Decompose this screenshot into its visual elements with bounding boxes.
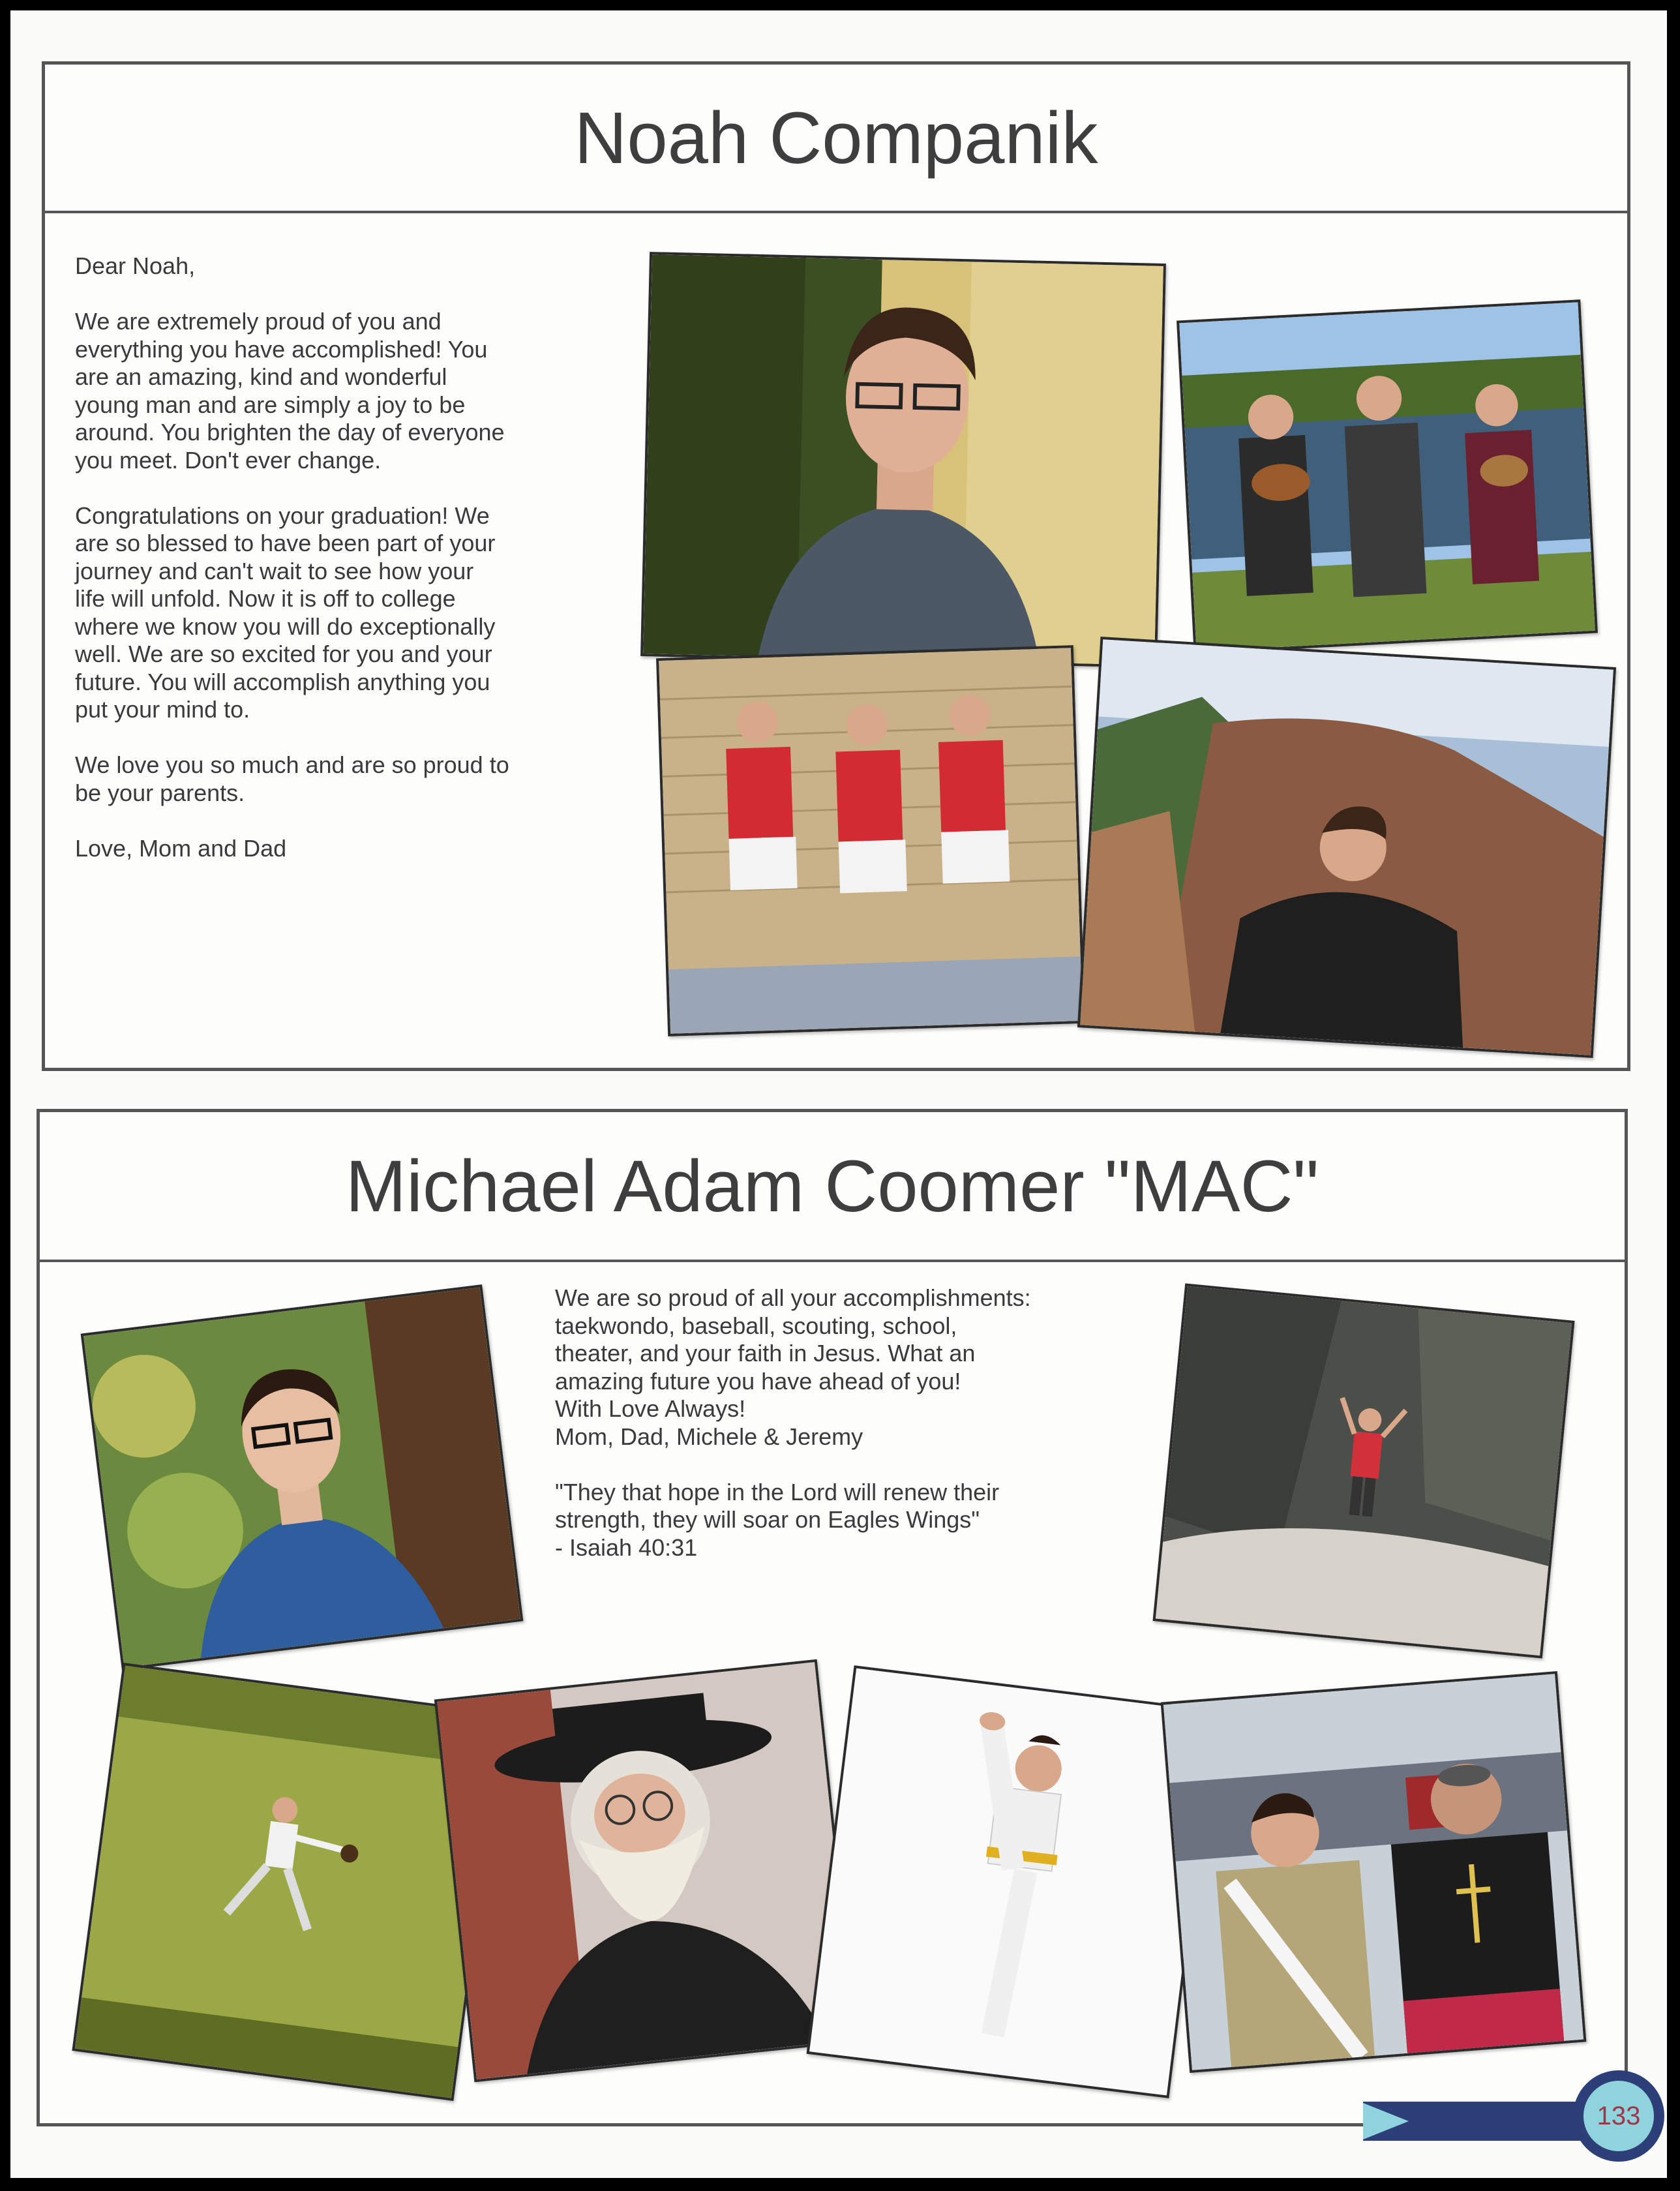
yearbook-page <box>10 10 1667 2178</box>
page-tab-arrow-icon <box>1363 2103 1409 2139</box>
ad-message: Dear Noah, We are extremely proud of you and everything you have accomplished! You are an amazing, kind and wonderful young man and are simply a joy to be around. You brighten the day of everyone you meet. Don't ever change. Congratulations on your graduation! We are so blessed to have been part of your journey and can't wait to see how your life will unfold. Now it is off to college where we know you will do exceptionally well. We are so excited for you and your future. You will accomplish anything you put your mind to. We love you so much and are so proud to be your parents. Love, Mom and Dad <box>75 252 509 862</box>
page-number: 133 <box>1583 2081 1654 2151</box>
ad-title: Michael Adam Coomer "MAC" <box>345 1145 1319 1227</box>
page-number-badge <box>1573 2070 1664 2162</box>
photo-red-rocks <box>1077 637 1616 1058</box>
photo-scout-bishop <box>1161 1671 1587 2073</box>
photo-red-uniforms <box>656 645 1085 1036</box>
ad-noah-companik <box>42 61 1630 1071</box>
ad-michael-coomer <box>37 1109 1628 2126</box>
photo-senior-portrait <box>640 252 1166 668</box>
ad-title: Noah Companik <box>574 97 1098 179</box>
photo-costume-beard <box>434 1659 857 2082</box>
photo-taekwondo-kick <box>807 1665 1217 2098</box>
ad-header <box>45 65 1627 213</box>
photo-rock-waterfall <box>1152 1283 1574 1658</box>
photo-portrait-by-tree <box>81 1284 524 1670</box>
ad-header <box>40 1112 1625 1262</box>
ad-message: We are so proud of all your accomplishments: taekwondo, baseball, scouting, school, theater, and your faith in Jesus. What an amazing future you have ahead of you! With Love Always! Mom, Dad, Michele & Jeremy "They that hope in the Lord will renew their strength, they will soar on Eagles Wings" - Isaiah 40:31 <box>555 1284 1031 1561</box>
photo-three-with-dogs <box>1177 299 1598 654</box>
